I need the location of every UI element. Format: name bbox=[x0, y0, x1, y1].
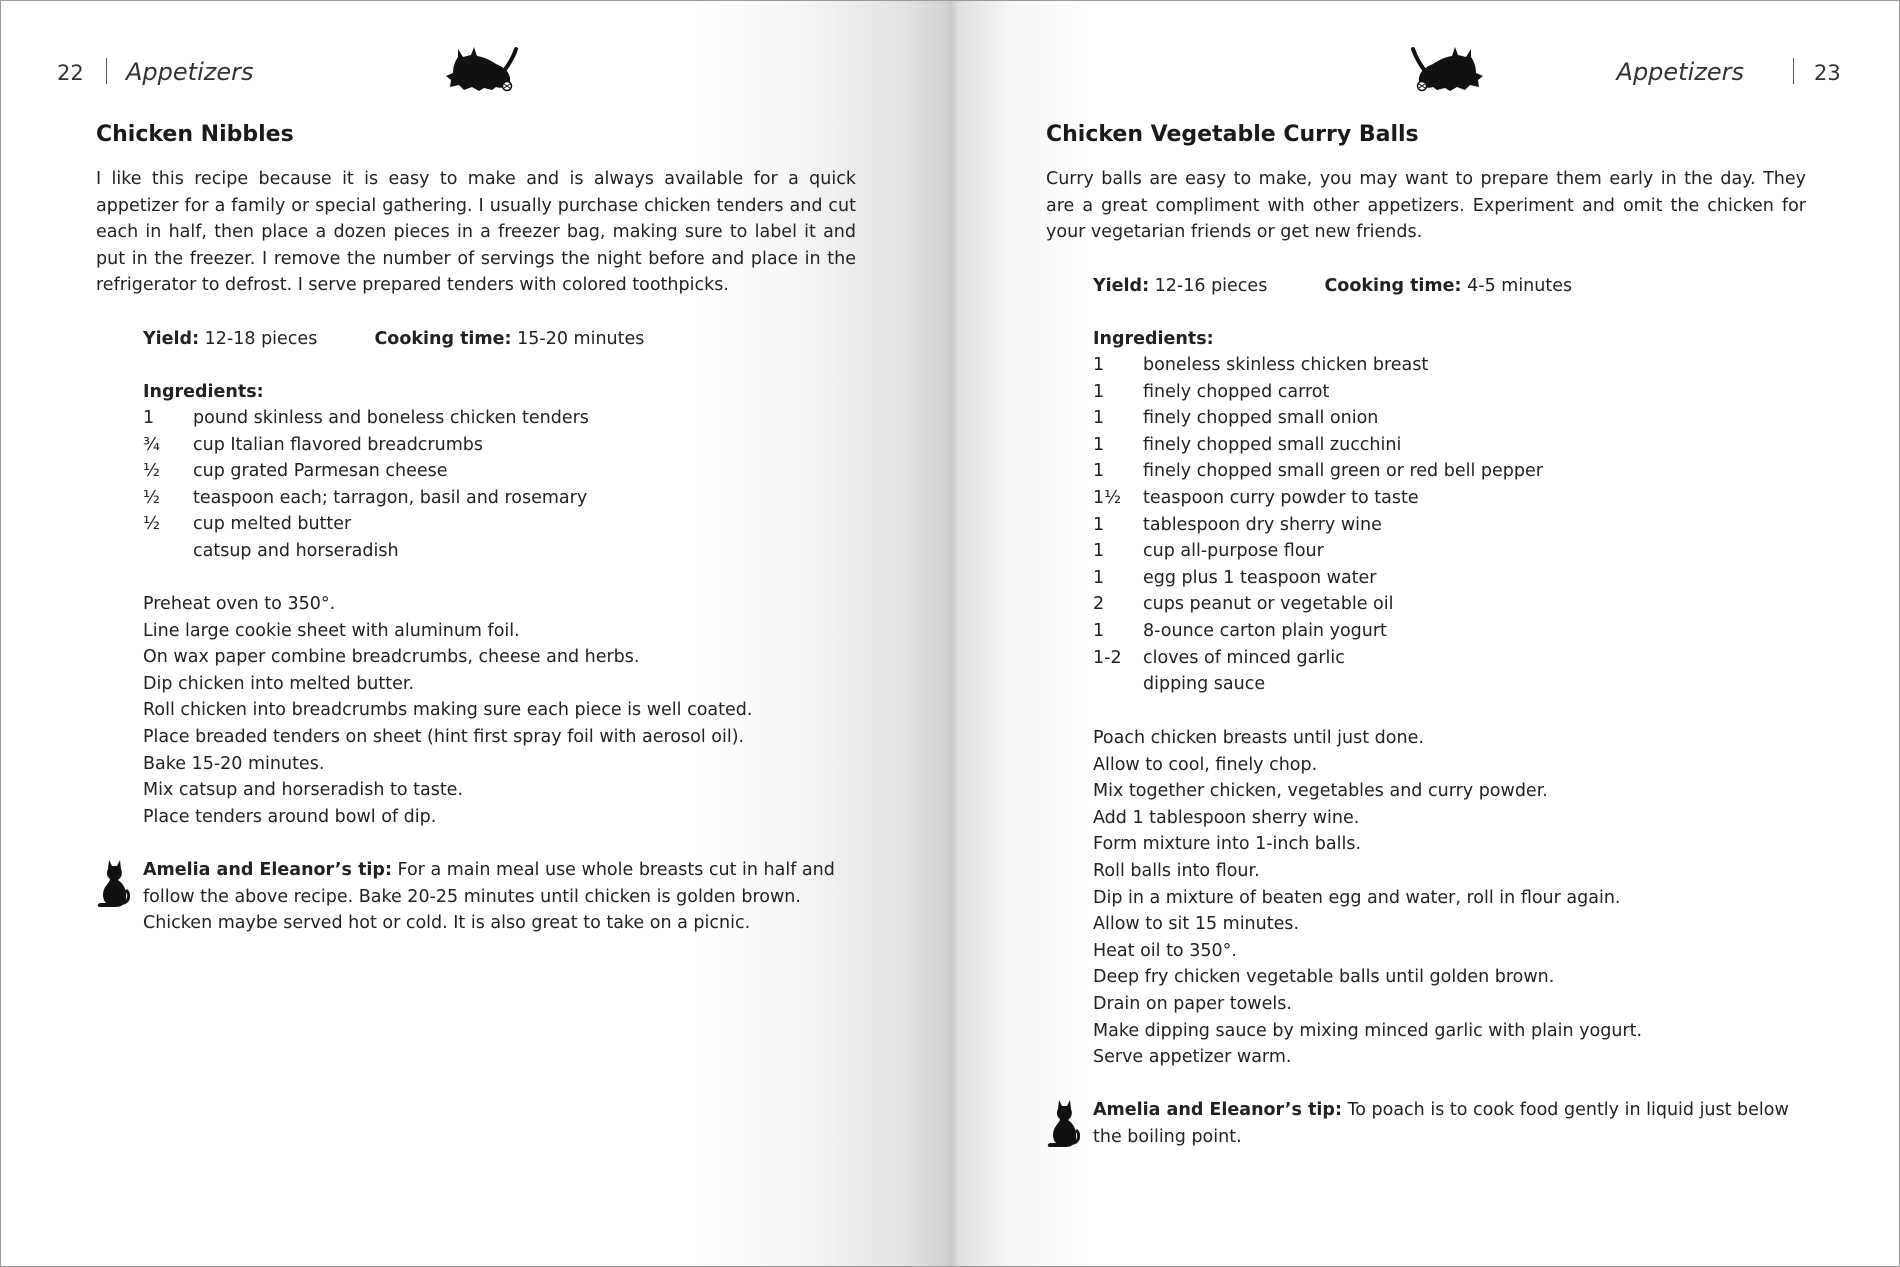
ingredient-name: cups peanut or vegetable oil bbox=[1143, 594, 1394, 615]
ingredient-item bbox=[1093, 671, 1543, 698]
ingredient-qty: 1 bbox=[1093, 381, 1105, 402]
ingredient-item bbox=[1093, 485, 1543, 512]
step-item: Mix together chicken, vegetables and curry powder. bbox=[1093, 781, 1548, 802]
step-item: Heat oil to 350°. bbox=[1093, 940, 1237, 961]
tip bbox=[143, 857, 843, 937]
yield-value: 12-16 pieces bbox=[1154, 276, 1268, 296]
ingredient-name: dipping sauce bbox=[1143, 674, 1266, 695]
ingredients-heading: Ingredients: bbox=[143, 382, 264, 402]
header-divider bbox=[1793, 58, 1794, 84]
steps-list bbox=[1093, 725, 1642, 1071]
ingredient-name: tablespoon dry sherry wine bbox=[1143, 514, 1382, 535]
ingredient-item bbox=[1093, 538, 1543, 565]
page-number: 22 bbox=[57, 61, 84, 85]
step-item: Dip in a mixture of beaten egg and water, roll in flour again. bbox=[1093, 887, 1621, 908]
step-item: Make dipping sauce by mixing minced garlic with plain yogurt. bbox=[1093, 1020, 1643, 1041]
ingredient-qty: ½ bbox=[143, 487, 160, 508]
ingredients-heading: Ingredients: bbox=[1093, 329, 1214, 349]
ingredient-name: finely chopped small green or red bell pepper bbox=[1143, 461, 1543, 482]
header-divider bbox=[106, 58, 107, 84]
ingredient-qty: 1 bbox=[1093, 408, 1105, 429]
yield-label: Yield: bbox=[143, 329, 200, 349]
ingredient-qty: 1 bbox=[1093, 514, 1105, 535]
ingredients-list bbox=[1093, 352, 1543, 698]
ingredient-name: cup melted butter bbox=[193, 514, 352, 535]
ingredient-qty: 1 bbox=[1093, 461, 1105, 482]
step-item: Roll chicken into breadcrumbs making sure each piece is well coated. bbox=[143, 700, 753, 721]
ingredient-item bbox=[143, 485, 589, 512]
tip bbox=[1093, 1097, 1815, 1150]
ingredient-name: cloves of minced garlic bbox=[1143, 647, 1345, 668]
ingredient-item bbox=[143, 405, 589, 432]
step-item: Deep fry chicken vegetable balls until golden brown. bbox=[1093, 967, 1555, 988]
playing-cat-icon bbox=[1411, 43, 1485, 93]
ingredient-item bbox=[1093, 591, 1543, 618]
ingredient-qty bbox=[1093, 671, 1143, 698]
ingredient-qty bbox=[143, 538, 193, 565]
ingredient-qty: 2 bbox=[1093, 594, 1105, 615]
ingredient-qty: ¾ bbox=[143, 434, 160, 455]
recipe-intro: I like this recipe because it is easy to make and is always available for a quick appetizer for a family or special gathering. I usually purchase chicken tenders and cut each in half, then place a dozen pieces in a freezer bag, making sure to label it and put in the freezer. I remove the number of servings the night before and place in the refrigerator to defrost. I serve prepared tenders with colored toothpicks. bbox=[96, 169, 856, 296]
recipe-title: Chicken Nibbles bbox=[96, 122, 294, 147]
playing-cat-icon bbox=[444, 43, 518, 93]
ingredient-name: catsup and horseradish bbox=[193, 540, 399, 561]
step-item: Add 1 tablespoon sherry wine. bbox=[1093, 807, 1360, 828]
ingredient-name: finely chopped small onion bbox=[1143, 408, 1379, 429]
yield-value: 12-18 pieces bbox=[204, 329, 318, 349]
ingredient-name: finely chopped carrot bbox=[1143, 381, 1330, 402]
step-item: Dip chicken into melted butter. bbox=[143, 673, 415, 694]
ingredient-name: 8-ounce carton plain yogurt bbox=[1143, 620, 1387, 641]
step-item: Roll balls into flour. bbox=[1093, 860, 1260, 881]
ingredient-item bbox=[1093, 512, 1543, 539]
section-title: Appetizers bbox=[1616, 58, 1744, 86]
ingredient-item bbox=[1093, 352, 1543, 379]
ingredient-item bbox=[143, 538, 589, 565]
ingredient-qty: 1-2 bbox=[1093, 647, 1122, 668]
step-item: On wax paper combine breadcrumbs, cheese and herbs. bbox=[143, 647, 640, 668]
tip-label: Amelia and Eleanor’s tip: bbox=[1093, 1100, 1342, 1120]
ingredient-item bbox=[143, 432, 589, 459]
ingredient-item bbox=[1093, 565, 1543, 592]
page-number: 23 bbox=[1814, 61, 1841, 85]
ingredient-qty: 1 bbox=[1093, 620, 1105, 641]
step-item: Allow to sit 15 minutes. bbox=[1093, 914, 1300, 935]
ingredient-item bbox=[1093, 405, 1543, 432]
ingredient-name: cup Italian flavored breadcrumbs bbox=[193, 434, 483, 455]
step-item: Place tenders around bowl of dip. bbox=[143, 806, 437, 827]
left-page bbox=[1, 1, 951, 1267]
ingredient-qty: ½ bbox=[143, 461, 160, 482]
ingredient-item bbox=[1093, 432, 1543, 459]
steps-list bbox=[143, 591, 752, 830]
recipe-meta bbox=[1093, 276, 1572, 296]
tip-text: For a main meal use whole breasts cut in half and follow the above recipe. Bake 20-25 minutes until chicken is golden brown. Chicken maybe served hot or cold. It is also great to take on a picnic. bbox=[143, 860, 835, 934]
ingredient-item bbox=[1093, 645, 1543, 672]
cooking-time-value: 15-20 minutes bbox=[517, 329, 645, 349]
ingredient-item bbox=[1093, 379, 1543, 406]
cooking-time-label: Cooking time: bbox=[1324, 276, 1462, 296]
ingredient-qty: 1 bbox=[1093, 355, 1105, 375]
ingredient-name: teaspoon each; tarragon, basil and rosemary bbox=[193, 487, 588, 508]
step-item: Preheat oven to 350°. bbox=[143, 594, 336, 614]
ingredient-name: egg plus 1 teaspoon water bbox=[1143, 567, 1377, 588]
ingredient-item bbox=[143, 458, 589, 485]
ingredient-qty: 1½ bbox=[1093, 487, 1122, 508]
ingredient-qty: 1 bbox=[1093, 567, 1105, 588]
ingredient-qty: ½ bbox=[143, 514, 160, 535]
cooking-time-label: Cooking time: bbox=[374, 329, 512, 349]
step-item: Poach chicken breasts until just done. bbox=[1093, 728, 1424, 748]
step-item: Mix catsup and horseradish to taste. bbox=[143, 780, 464, 801]
step-item: Serve appetizer warm. bbox=[1093, 1047, 1292, 1068]
ingredient-name: finely chopped small zucchini bbox=[1143, 434, 1402, 455]
ingredient-item bbox=[143, 511, 589, 538]
ingredient-qty: 1 bbox=[1093, 434, 1105, 455]
recipe-meta bbox=[143, 329, 644, 349]
step-item: Drain on paper towels. bbox=[1093, 993, 1292, 1014]
step-item: Allow to cool, finely chop. bbox=[1093, 754, 1318, 775]
ingredient-item bbox=[1093, 618, 1543, 645]
sitting-cat-icon bbox=[96, 859, 130, 909]
tip-text: To poach is to cook food gently in liquid just below the boiling point. bbox=[1093, 1100, 1789, 1147]
ingredient-name: teaspoon curry powder to taste bbox=[1143, 487, 1419, 508]
step-item: Form mixture into 1-inch balls. bbox=[1093, 834, 1362, 855]
section-title: Appetizers bbox=[126, 58, 254, 86]
ingredient-name: pound skinless and boneless chicken tenders bbox=[193, 408, 589, 428]
sitting-cat-icon bbox=[1046, 1099, 1080, 1149]
step-item: Bake 15-20 minutes. bbox=[143, 753, 325, 774]
right-page bbox=[951, 1, 1900, 1267]
ingredient-qty: 1 bbox=[1093, 541, 1105, 562]
tip-label: Amelia and Eleanor’s tip: bbox=[143, 860, 392, 880]
ingredient-qty: 1 bbox=[143, 408, 155, 428]
ingredient-name: cup all-purpose flour bbox=[1143, 541, 1324, 562]
step-item: Place breaded tenders on sheet (hint first spray foil with aerosol oil). bbox=[143, 726, 745, 747]
yield-label: Yield: bbox=[1093, 276, 1150, 296]
cooking-time-value: 4-5 minutes bbox=[1467, 276, 1573, 296]
step-item: Line large cookie sheet with aluminum foil. bbox=[143, 620, 520, 641]
recipe-intro: Curry balls are easy to make, you may want to prepare them early in the day. They are a great compliment with other appetizers. Experiment and omit the chicken for your vegetarian friends or get new friends. bbox=[1046, 169, 1806, 243]
recipe-title: Chicken Vegetable Curry Balls bbox=[1046, 122, 1419, 147]
ingredient-item bbox=[1093, 458, 1543, 485]
ingredient-name: boneless skinless chicken breast bbox=[1143, 355, 1429, 375]
ingredients-list bbox=[143, 405, 589, 565]
ingredient-name: cup grated Parmesan cheese bbox=[193, 461, 448, 482]
